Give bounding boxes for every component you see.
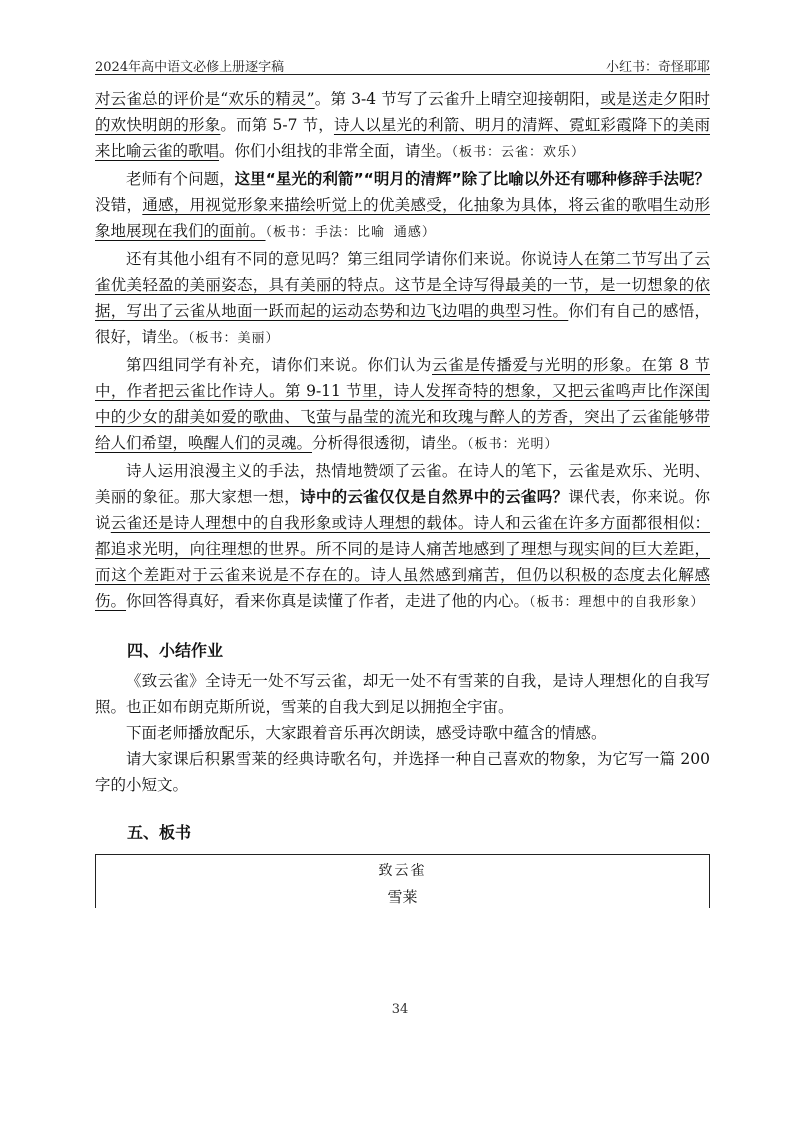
board-note: （板书：云雀：欢乐） (451, 145, 586, 160)
board-note: （板书：光明） (467, 437, 559, 452)
text: 没错， (95, 196, 143, 214)
underlined-text: 或是送走夕阳时的欢快明朗的形象 (95, 90, 710, 134)
underlined-text: 通感，用视觉形象来描绘听觉上的优美感受，化抽象为具体，将云雀的歌唱生动形象地展现在我们的面前。 (95, 196, 710, 240)
text: 你回答得真好，看来你真是读懂了作者，走进了他的内心。 (126, 592, 530, 610)
header-doc-title: 2024年高中语文必修上册逐字稿 (95, 60, 285, 75)
board-note: （板书：理想中的自我形象） (529, 595, 705, 610)
underlined-text: 云雀是传播爱与光明的形象。在第 8 节中，作者把云雀比作诗人。第 9-11 节里，诗人发挥奇特的想象，又把云雀鸣声比作深闺中的少女的甜美如爱的歌曲、飞萤与晶莹的流光和玫瑰与醉人的芳香，突出了云雀能够带给人们希望，唤醒人们的灵魂。 (95, 356, 710, 452)
board-note: （板书：手法：比喻 通感） (265, 225, 436, 240)
blackboard-box (95, 854, 710, 908)
text: 第四组同学有补充，请你们来说。你们认为 (126, 356, 432, 374)
paragraph-beauty (95, 246, 710, 352)
page-body (95, 86, 710, 908)
bold-question: 这里“星光的利箭”“明月的清辉”除了比喻以外还有哪种修辞手法呢？ (234, 170, 710, 188)
underlined-text: 云雀还是诗人理想中的自我形象或诗人理想的载体。诗人和云雀在许多方面都很相似：都追求光明，向往理想的世界。所不同的是诗人痛苦地感到了理想与现实间的巨大差距，而这个差距对于云雀来说是不存在的。诗人虽然感到痛苦，但仍以积极的态度去化解感伤。 (95, 514, 710, 610)
text: 分析得很透彻，请坐。 (312, 434, 468, 452)
page-number: 34 (391, 1002, 409, 1017)
section-summary-heading: 四、小结作业 (127, 641, 224, 660)
section-board-heading: 五、板书 (127, 823, 192, 842)
page-header (95, 52, 710, 75)
underlined-text: 诗人在第二节写出了云雀优美轻盈的美丽姿态，具有美丽的特点。这节是全诗写得最美的一节，是一切想象的依据，写出了云雀从地面一跃而起的运动态势和边飞边唱的典型习性。 (95, 250, 710, 320)
bold-question: 诗中的云雀仅仅是自然界中的云雀吗？ (300, 488, 569, 506)
text: 。第 3-4 节写了云雀升上晴空迎接朝阳， (314, 90, 601, 108)
summary-paragraph-3: 请大家课后积累雪莱的经典诗歌名句，并选择一种自己喜欢的物象，为它写一篇 200 字的小短文。 (95, 750, 710, 794)
text: 诗人运用浪漫主义的手法，热情地赞颂了云雀。在诗人的笔下，云雀是欢乐、光明、美丽的象征。那大家想一想， (95, 462, 710, 506)
header-author: 小红书：奇怪耶耶 (605, 60, 710, 75)
text: 课代表，你来说。你说 (95, 488, 710, 532)
paragraph-ideal-self (95, 458, 710, 616)
board-author: 雪莱 (387, 888, 418, 906)
underlined-text: 对云雀总的评价是“欢乐的精灵” (95, 90, 315, 108)
text: 老师有个问题， (126, 170, 235, 188)
underlined-text: 诗人以星光的利箭、明月的清辉、霓虹彩霞降下的美雨来比喻云雀的歌唱 (95, 116, 710, 160)
paragraph-light (95, 352, 710, 458)
text: 。而第 5-7 节， (220, 116, 334, 134)
paragraph-joy (95, 86, 710, 166)
summary-paragraph-2: 下面老师播放配乐，大家跟着音乐再次朗读，感受诗歌中蕴含的情感。 (126, 724, 607, 742)
paragraph-rhetoric (95, 166, 710, 246)
text: 。你们小组找的非常全面，请坐。 (219, 142, 452, 160)
text: 还有其他小组有不同的意见吗？第三组同学请你们来说。你说 (126, 250, 553, 268)
board-note: （板书：美丽） (188, 331, 280, 346)
summary-paragraph-1: 《致云雀》全诗无一处不写云雀，却无一处不有雪莱的自我，是诗人理想化的自我写照。也正如布朗克斯所说，雪莱的自我大到足以拥抱全宇宙。 (95, 672, 710, 716)
board-title: 致云雀 (378, 863, 427, 879)
text: 你们有自己的感悟，很好，请坐。 (95, 302, 710, 346)
